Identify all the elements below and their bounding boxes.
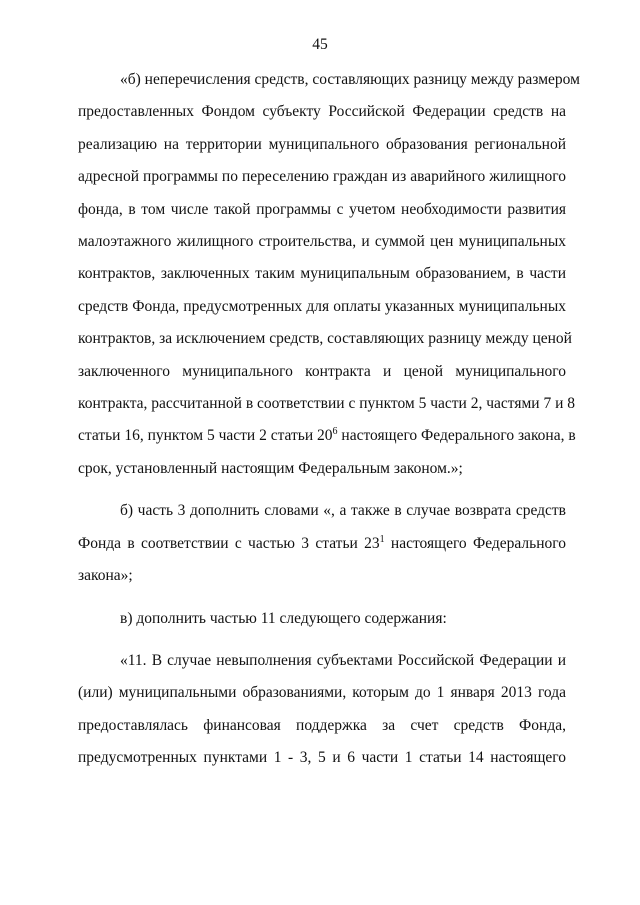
text-line: предусмотренных пунктами 1 - 3, 5 и 6 части 1 статьи 14 настоящего bbox=[78, 749, 566, 767]
text-line: «11. В случае невыполнения субъектами Российской Федерации и bbox=[120, 651, 566, 669]
text-line: контрактов, за исключением средств, составляющих разницу между ценой bbox=[78, 330, 572, 348]
text-line: б) часть 3 дополнить словами «, а также в случае возврата средств bbox=[120, 502, 566, 520]
paragraph-part-11-text bbox=[78, 645, 566, 775]
text-line: (или) муниципальными образованиями, которым до 1 января 2013 года bbox=[78, 684, 566, 702]
text-line-with-superscript bbox=[78, 528, 566, 560]
document-body bbox=[78, 64, 580, 775]
text-line: «б) неперечисления средств, составляющих разницу между размером bbox=[120, 71, 580, 88]
paragraph-part-11-intro bbox=[78, 603, 566, 635]
text-line: реализацию на территории муниципального образования региональной bbox=[78, 135, 566, 153]
text-fragment: статьи 16, пунктом 5 части 2 статьи 20 bbox=[78, 427, 333, 445]
paragraph-part-3-amendment bbox=[78, 495, 566, 592]
text-line-with-superscript bbox=[78, 420, 576, 452]
text-fragment: Фонда в соответствии с частью 3 статьи 23 bbox=[78, 534, 380, 552]
text-line: контракта, рассчитанной в соответствии с пунктом 5 части 2, частями 7 и 8 bbox=[78, 395, 575, 413]
superscript: 6 bbox=[332, 426, 338, 438]
text-line: срок, установленный настоящим Федеральным законом.»; bbox=[78, 459, 463, 477]
text-line: закона»; bbox=[78, 567, 133, 585]
text-line: заключенного муниципального контракта и ценой муниципального bbox=[78, 362, 566, 380]
text-fragment: настоящего Федерального закона, в bbox=[337, 427, 576, 445]
text-line: фонда, в том числе такой программы с учетом необходимости развития bbox=[78, 200, 566, 218]
text-line: в) дополнить частью 11 следующего содержания: bbox=[120, 609, 447, 627]
text-line: предоставленных Фондом субъекту Российской Федерации средств на bbox=[78, 103, 566, 121]
text-line: контрактов, заключенных таким муниципальным образованием, в части bbox=[78, 265, 566, 283]
superscript: 1 bbox=[379, 533, 385, 545]
page-number: 45 bbox=[312, 36, 328, 53]
text-line: малоэтажного жилищного строительства, и суммой цен муниципальных bbox=[78, 233, 566, 251]
text-line: средств Фонда, предусмотренных для оплаты указанных муниципальных bbox=[78, 297, 566, 315]
paragraph-b-amendment bbox=[78, 64, 580, 485]
text-line: адресной программы по переселению граждан из аварийного жилищного bbox=[78, 168, 566, 186]
text-fragment: настоящего Федерального bbox=[384, 534, 566, 552]
text-line: предоставлялась финансовая поддержка за счет средств Фонда, bbox=[78, 716, 566, 734]
